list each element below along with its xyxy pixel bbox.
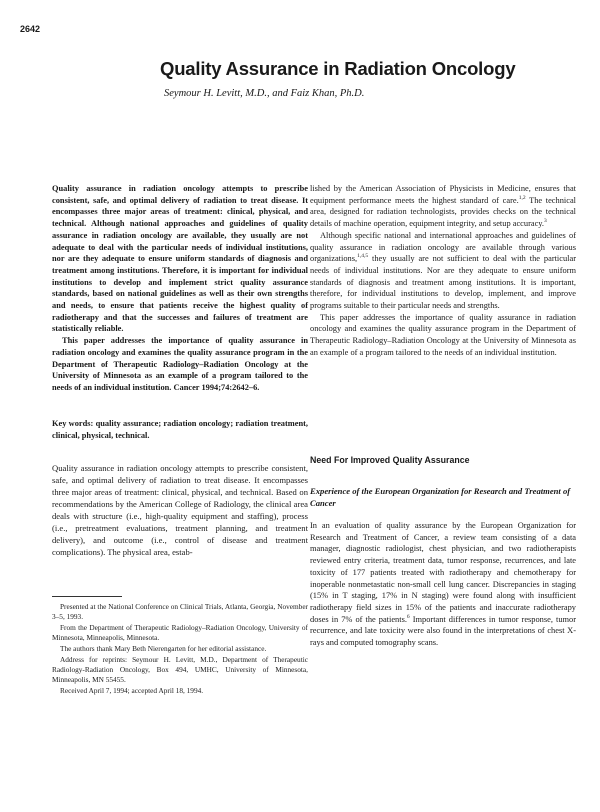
article-title: Quality Assurance in Radiation Oncology [160, 58, 516, 79]
citation-ref: 3 [544, 218, 547, 225]
right-p1-text-2: The technical area, designed for radiation technologists, provides checks on the technical details of machine operation, equipment integrity, and setup accuracy. [310, 195, 576, 229]
right-paragraph-2 [310, 230, 576, 312]
intro-paragraph: Quality assurance in radiation oncology attempts to prescribe consistent, safe, and optimal delivery of radiation to treat disease. It encompasses three major areas of treatment: clinical, physical, and technical. Based on recommendations by the American College of Radiology, the clinical area deals with structure (i.e., high-quality equipment and staffing), process (i.e., pretreatment evaluations, treatment planning, and treatment delivery), and outcome (i.e., control of disease and treatment complications). The physical area, estab- [52, 463, 308, 557]
right-paragraph-4 [310, 520, 576, 649]
right-paragraph-1 [310, 183, 576, 230]
citation-ref: 1,2 [518, 194, 526, 201]
footnote-thanks: The authors thank Mary Beth Nierengarten for her editorial assistance. [60, 644, 267, 653]
footnote-presented: Presented at the National Conference on Clinical Trials, Atlanta, Georgia, November 3–5, 1993. [52, 602, 308, 621]
right-column-top [310, 183, 576, 359]
left-column-body [52, 462, 308, 558]
abstract-paragraph-2: This paper addresses the importance of quality assurance in radiation oncology and examines the quality assurance program in the Department of Therapeutic Radiology–Radiation Oncology at the University of Minnesota as an example of a program tailored to the needs of an individual institution. Cancer 1994;74:2642–6. [52, 336, 308, 392]
right-p2-text-2: they usually are not sufficient to deal with the particular needs of individual institutions. Nor are they adequate to ensure uniform standards of diagnosis and treatment among institutions. It is important, therefore, for individual institutions to develop, implement, and improve programs suitable to their particular needs and strengths. [310, 254, 576, 311]
footnote-rule [52, 596, 122, 597]
citation-ref: 6 [406, 613, 410, 620]
subsection-heading: Experience of the European Organization for Research and Treatment of Cancer [310, 486, 571, 508]
keywords: Key words: quality assurance; radiation oncology; radiation treatment, clinical, physical, technical. [52, 419, 308, 440]
right-p4-text-2: Important differences in tumor response, tumor recurrence, and late toxicity were also found in the interpretations of chest X-rays and computed tomography scans. [310, 614, 576, 648]
right-column-body [310, 520, 576, 649]
footnotes [52, 602, 308, 697]
right-p4-text: In an evaluation of quality assurance by the European Organization for Research and Treatment of Cancer, a review team consisting of a data manager, diagnostic radiologist, chest physician, and two radiotherapists reviewed entry criteria, treatment data, tumor response, recurrences, and late toxicity of 177 patients treated with radiotherapy and chemotherapy for inoperable nonmetastatic non-small cell lung cancer. Discrepancies in staging (15% in T staging, 17% in N staging) were found along with insufficient radiotherapy field sizes in 15% of the patients and inaccurate radiotherapy doses in 7% of the patients. [310, 521, 576, 624]
article-authors: Seymour H. Levitt, M.D., and Faiz Khan, Ph.D. [164, 88, 365, 99]
right-paragraph-3: This paper addresses the importance of quality assurance in radiation oncology and examines the quality assurance program in the Department of Therapeutic Radiology–Radiation Oncology at the University of Minnesota as an example of a program tailored to the needs of an individual institution. [310, 312, 576, 357]
footnote-affiliation: From the Department of Therapeutic Radiology–Radiation Oncology, University of Minnesota, Minneapolis, Minnesota. [52, 623, 308, 642]
section-heading: Need For Improved Quality Assurance [310, 455, 470, 465]
right-p2-text: Although specific national and international approaches and guidelines of quality assurance in radiation oncology are available through various organizations, [310, 230, 576, 264]
citation-ref: 1,4,5 [357, 253, 369, 260]
footnote-received: Received April 7, 1994; accepted April 18, 1994. [60, 686, 204, 695]
abstract [52, 183, 308, 394]
abstract-paragraph-1: Quality assurance in radiation oncology attempts to prescribe consistent, safe, and optimal delivery of radiation to treat disease. It encompasses three major areas of treatment: clinical, physical, and technical. Although national approaches and guidelines of quality assurance in radiation oncology are available, they usually are not adequate to deal with the particular needs of individual institutions, nor are they adequate to ensure uniform standards of diagnosis and treatment among institutions. Therefore, it is important for individual institutions to develop and implement strict quality assurance standards, based on national guidelines as well as their own strengths and needs, to ensure that patients receive the highest quality of radiotherapy and that the successes and failures of treatment are statistically reliable. [52, 184, 308, 334]
page-number: 2642 [20, 24, 41, 34]
right-p1-text: lished by the American Association of Physicists in Medicine, ensures that equipment performance meets the highest standard of care. [310, 184, 576, 205]
footnote-address: Address for reprints: Seymour H. Levitt, M.D., Department of Therapeutic Radiology-Radiation Oncology, Box 494, UMHC, University of Minnesota, Minneapolis, MN 55455. [52, 655, 308, 684]
